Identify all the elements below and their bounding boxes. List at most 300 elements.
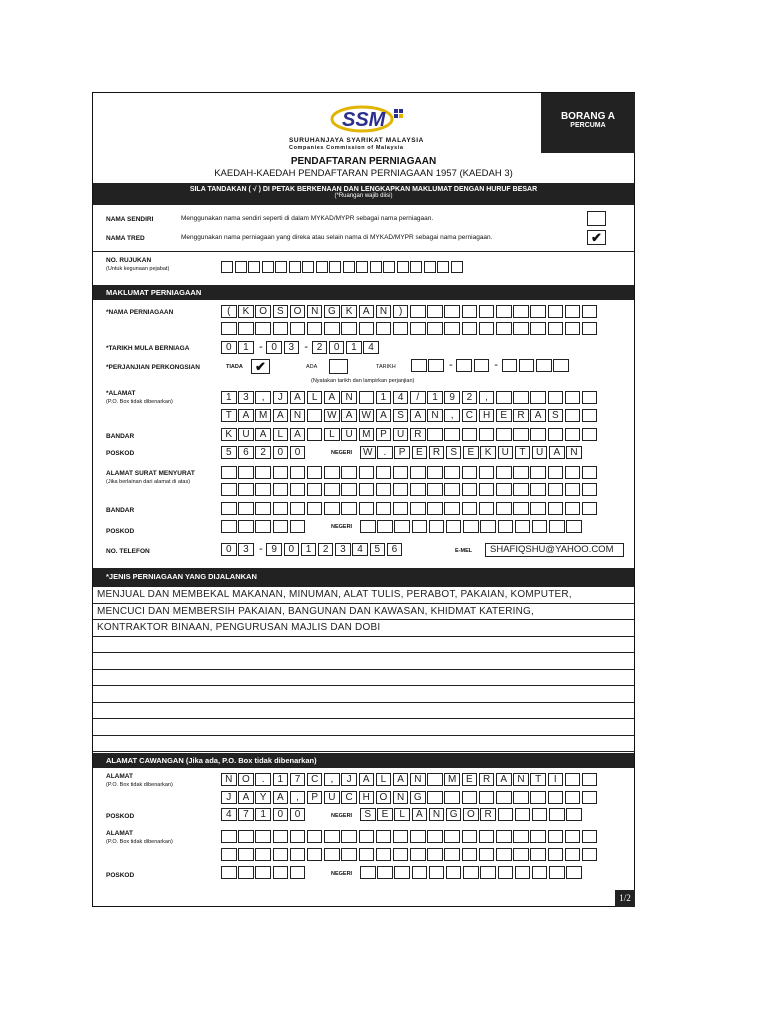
char-box[interactable] — [479, 305, 495, 318]
char-box[interactable] — [324, 466, 340, 479]
char-box[interactable] — [582, 773, 598, 786]
char-box[interactable] — [498, 866, 514, 879]
char-box[interactable] — [410, 322, 426, 335]
char-box[interactable] — [341, 466, 357, 479]
char-box[interactable] — [359, 830, 375, 843]
char-box[interactable] — [248, 261, 260, 273]
char-box[interactable] — [235, 261, 247, 273]
char-box[interactable] — [565, 791, 581, 804]
char-box[interactable] — [565, 773, 581, 786]
char-box[interactable] — [238, 502, 254, 515]
char-box[interactable] — [370, 261, 382, 273]
char-box[interactable]: 5 — [221, 446, 237, 459]
char-box[interactable] — [410, 305, 426, 318]
char-box[interactable]: S — [360, 808, 376, 821]
poskod2-field[interactable] — [221, 520, 307, 533]
negeri-field[interactable] — [360, 446, 583, 459]
char-box[interactable] — [273, 520, 289, 533]
char-box[interactable] — [324, 483, 340, 496]
char-box[interactable] — [513, 466, 529, 479]
char-box[interactable] — [341, 502, 357, 515]
cawangan2-row2[interactable] — [221, 848, 599, 861]
char-box[interactable] — [376, 322, 392, 335]
ada-checkbox[interactable] — [329, 359, 348, 374]
char-box[interactable] — [427, 773, 443, 786]
char-box[interactable] — [221, 502, 237, 515]
char-box[interactable]: A — [496, 773, 512, 786]
char-box[interactable]: A — [290, 391, 306, 404]
char-box[interactable]: 5 — [370, 543, 386, 556]
char-box[interactable] — [513, 305, 529, 318]
char-box[interactable] — [359, 502, 375, 515]
char-box[interactable]: L — [307, 391, 323, 404]
char-box[interactable]: N — [513, 773, 529, 786]
char-box[interactable] — [221, 322, 237, 335]
char-box[interactable] — [548, 391, 564, 404]
char-box[interactable]: 3 — [238, 543, 254, 556]
char-box[interactable] — [221, 466, 237, 479]
char-box[interactable] — [412, 866, 428, 879]
char-box[interactable] — [341, 830, 357, 843]
char-box[interactable]: M — [444, 773, 460, 786]
char-box[interactable] — [548, 848, 564, 861]
char-box[interactable] — [393, 466, 409, 479]
char-box[interactable] — [341, 483, 357, 496]
char-box[interactable] — [565, 409, 581, 422]
char-box[interactable]: 1 — [255, 808, 271, 821]
char-box[interactable]: O — [463, 808, 479, 821]
char-box[interactable]: N — [307, 305, 323, 318]
char-box[interactable] — [427, 428, 443, 441]
char-box[interactable]: N — [221, 773, 237, 786]
char-box[interactable]: T — [221, 409, 237, 422]
char-box[interactable]: 9 — [444, 391, 460, 404]
char-box[interactable] — [273, 866, 289, 879]
char-box[interactable] — [565, 466, 581, 479]
char-box[interactable]: U — [324, 791, 340, 804]
char-box[interactable] — [462, 830, 478, 843]
char-box[interactable] — [376, 502, 392, 515]
char-box[interactable] — [376, 830, 392, 843]
char-box[interactable] — [444, 483, 460, 496]
char-box[interactable] — [359, 466, 375, 479]
char-box[interactable]: N — [427, 409, 443, 422]
char-box[interactable]: , — [444, 409, 460, 422]
char-box[interactable] — [307, 483, 323, 496]
char-box[interactable] — [513, 483, 529, 496]
char-box[interactable]: U — [532, 446, 548, 459]
char-box[interactable] — [496, 502, 512, 515]
char-box[interactable] — [444, 848, 460, 861]
char-box[interactable] — [530, 830, 546, 843]
char-box[interactable]: P — [376, 428, 392, 441]
char-box[interactable]: C — [341, 791, 357, 804]
char-box[interactable] — [463, 520, 479, 533]
char-box[interactable] — [549, 808, 565, 821]
char-box[interactable]: S — [548, 409, 564, 422]
char-box[interactable] — [496, 466, 512, 479]
char-box[interactable]: L — [273, 428, 289, 441]
perjanjian-tarikh-field[interactable] — [411, 359, 571, 372]
char-box[interactable]: 2 — [462, 391, 478, 404]
char-box[interactable] — [513, 830, 529, 843]
char-box[interactable] — [289, 261, 301, 273]
char-box[interactable] — [498, 520, 514, 533]
char-box[interactable] — [221, 261, 233, 273]
emel-field[interactable]: SHAFIQSHU@YAHOO.COM — [485, 543, 624, 557]
char-box[interactable] — [530, 428, 546, 441]
char-box[interactable] — [444, 322, 460, 335]
char-box[interactable]: 0 — [290, 446, 306, 459]
char-box[interactable] — [496, 391, 512, 404]
char-box[interactable]: L — [324, 428, 340, 441]
char-box[interactable]: 9 — [266, 543, 282, 556]
char-box[interactable]: W — [360, 446, 376, 459]
char-box[interactable] — [530, 391, 546, 404]
char-box[interactable]: A — [324, 391, 340, 404]
char-box[interactable] — [307, 502, 323, 515]
jenis-line[interactable] — [93, 636, 634, 654]
char-box[interactable]: H — [479, 409, 495, 422]
char-box[interactable] — [383, 261, 395, 273]
char-box[interactable] — [462, 502, 478, 515]
char-box[interactable]: A — [238, 791, 254, 804]
surat-row1[interactable] — [221, 466, 599, 479]
char-box[interactable]: L — [376, 773, 392, 786]
char-box[interactable]: C — [462, 409, 478, 422]
char-box[interactable] — [582, 391, 598, 404]
char-box[interactable] — [566, 520, 582, 533]
char-box[interactable] — [549, 520, 565, 533]
char-box[interactable] — [582, 791, 598, 804]
char-box[interactable] — [429, 520, 445, 533]
char-box[interactable] — [221, 830, 237, 843]
tarikh-mula-field[interactable] — [221, 341, 381, 354]
char-box[interactable]: C — [307, 773, 323, 786]
char-box[interactable]: E — [463, 446, 479, 459]
char-box[interactable] — [479, 466, 495, 479]
char-box[interactable] — [255, 520, 271, 533]
char-box[interactable]: A — [341, 409, 357, 422]
char-box[interactable] — [519, 359, 535, 372]
char-box[interactable]: N — [376, 305, 392, 318]
char-box[interactable]: K — [221, 428, 237, 441]
jenis-line[interactable] — [93, 702, 634, 720]
char-box[interactable] — [427, 483, 443, 496]
char-box[interactable] — [565, 502, 581, 515]
char-box[interactable] — [530, 305, 546, 318]
char-box[interactable] — [273, 322, 289, 335]
char-box[interactable] — [565, 305, 581, 318]
char-box[interactable] — [474, 359, 490, 372]
char-box[interactable] — [513, 848, 529, 861]
char-box[interactable]: G — [446, 808, 462, 821]
char-box[interactable] — [255, 483, 271, 496]
char-box[interactable]: M — [255, 409, 271, 422]
char-box[interactable]: A — [238, 409, 254, 422]
char-box[interactable] — [359, 848, 375, 861]
bandar2-field[interactable] — [221, 502, 599, 515]
char-box[interactable] — [324, 322, 340, 335]
char-box[interactable] — [290, 520, 306, 533]
char-box[interactable]: M — [359, 428, 375, 441]
char-box[interactable]: 1 — [376, 391, 392, 404]
char-box[interactable] — [582, 830, 598, 843]
char-box[interactable] — [393, 483, 409, 496]
char-box[interactable]: P — [307, 791, 323, 804]
char-box[interactable]: J — [273, 391, 289, 404]
jenis-line[interactable] — [93, 685, 634, 703]
char-box[interactable] — [394, 866, 410, 879]
char-box[interactable] — [548, 830, 564, 843]
char-box[interactable] — [496, 428, 512, 441]
char-box[interactable] — [444, 466, 460, 479]
jenis-line[interactable] — [93, 619, 634, 637]
char-box[interactable] — [502, 359, 518, 372]
char-box[interactable] — [255, 830, 271, 843]
char-box[interactable] — [238, 466, 254, 479]
char-box[interactable]: 0 — [290, 808, 306, 821]
char-box[interactable]: W — [324, 409, 340, 422]
char-box[interactable] — [343, 261, 355, 273]
char-box[interactable] — [444, 305, 460, 318]
char-box[interactable] — [307, 466, 323, 479]
char-box[interactable]: 3 — [335, 543, 351, 556]
char-box[interactable]: . — [377, 446, 393, 459]
char-box[interactable]: 1 — [301, 543, 317, 556]
char-box[interactable]: , — [479, 391, 495, 404]
char-box[interactable]: A — [273, 409, 289, 422]
char-box[interactable] — [553, 359, 569, 372]
char-box[interactable] — [532, 520, 548, 533]
char-box[interactable] — [462, 791, 478, 804]
char-box[interactable] — [410, 483, 426, 496]
char-box[interactable]: , — [290, 791, 306, 804]
char-box[interactable] — [428, 359, 444, 372]
char-box[interactable] — [548, 466, 564, 479]
char-box[interactable] — [324, 830, 340, 843]
char-box[interactable] — [456, 359, 472, 372]
char-box[interactable]: P — [394, 446, 410, 459]
char-box[interactable] — [565, 830, 581, 843]
jenis-line[interactable] — [93, 586, 634, 604]
char-box[interactable]: ) — [393, 305, 409, 318]
char-box[interactable]: 1 — [238, 341, 254, 354]
char-box[interactable] — [429, 866, 445, 879]
char-box[interactable] — [238, 520, 254, 533]
char-box[interactable]: K — [238, 305, 254, 318]
char-box[interactable] — [513, 428, 529, 441]
char-box[interactable] — [324, 502, 340, 515]
char-box[interactable] — [480, 520, 496, 533]
char-box[interactable] — [496, 483, 512, 496]
char-box[interactable]: 7 — [290, 773, 306, 786]
char-box[interactable]: A — [290, 428, 306, 441]
char-box[interactable] — [377, 520, 393, 533]
char-box[interactable] — [359, 322, 375, 335]
jenis-line[interactable] — [93, 669, 634, 687]
char-box[interactable]: 2 — [255, 446, 271, 459]
char-box[interactable] — [397, 261, 409, 273]
char-box[interactable]: W — [359, 409, 375, 422]
char-box[interactable] — [548, 305, 564, 318]
char-box[interactable] — [427, 848, 443, 861]
char-box[interactable] — [255, 502, 271, 515]
char-box[interactable] — [411, 359, 427, 372]
char-box[interactable] — [275, 261, 287, 273]
char-box[interactable] — [566, 808, 582, 821]
char-box[interactable]: / — [410, 391, 426, 404]
char-box[interactable] — [376, 848, 392, 861]
char-box[interactable]: R — [410, 428, 426, 441]
char-box[interactable] — [290, 483, 306, 496]
char-box[interactable]: O — [255, 305, 271, 318]
char-box[interactable] — [462, 483, 478, 496]
char-box[interactable]: J — [221, 791, 237, 804]
char-box[interactable]: 1 — [273, 773, 289, 786]
poskod-field[interactable] — [221, 446, 307, 459]
char-box[interactable] — [446, 866, 462, 879]
char-box[interactable]: U — [341, 428, 357, 441]
char-box[interactable]: T — [530, 773, 546, 786]
char-box[interactable] — [376, 483, 392, 496]
char-box[interactable] — [496, 848, 512, 861]
jenis-line[interactable] — [93, 718, 634, 736]
tiada-checkbox[interactable]: ✔ — [251, 359, 270, 374]
char-box[interactable] — [376, 466, 392, 479]
char-box[interactable]: 0 — [329, 341, 345, 354]
char-box[interactable] — [462, 466, 478, 479]
char-box[interactable] — [530, 322, 546, 335]
char-box[interactable]: N — [429, 808, 445, 821]
char-box[interactable] — [360, 520, 376, 533]
char-box[interactable] — [513, 322, 529, 335]
char-box[interactable] — [359, 483, 375, 496]
char-box[interactable]: N — [566, 446, 582, 459]
char-box[interactable] — [410, 502, 426, 515]
char-box[interactable] — [498, 808, 514, 821]
char-box[interactable] — [262, 261, 274, 273]
char-box[interactable] — [479, 428, 495, 441]
char-box[interactable] — [565, 483, 581, 496]
char-box[interactable] — [427, 791, 443, 804]
char-box[interactable]: 1 — [427, 391, 443, 404]
char-box[interactable] — [462, 322, 478, 335]
char-box[interactable] — [515, 866, 531, 879]
char-box[interactable] — [393, 322, 409, 335]
char-box[interactable] — [548, 791, 564, 804]
char-box[interactable] — [566, 866, 582, 879]
char-box[interactable] — [290, 830, 306, 843]
char-box[interactable] — [496, 305, 512, 318]
alamat-row1[interactable] — [221, 391, 599, 404]
char-box[interactable] — [548, 483, 564, 496]
char-box[interactable] — [290, 866, 306, 879]
char-box[interactable] — [548, 428, 564, 441]
bandar-field[interactable] — [221, 428, 599, 441]
char-box[interactable] — [324, 848, 340, 861]
char-box[interactable]: G — [324, 305, 340, 318]
char-box[interactable]: . — [255, 773, 271, 786]
char-box[interactable]: Y — [255, 791, 271, 804]
char-box[interactable] — [515, 520, 531, 533]
char-box[interactable] — [427, 305, 443, 318]
char-box[interactable]: 0 — [273, 808, 289, 821]
cawangan-negeri-field[interactable] — [360, 808, 583, 821]
char-box[interactable]: E — [412, 446, 428, 459]
char-box[interactable]: ( — [221, 305, 237, 318]
char-box[interactable] — [427, 322, 443, 335]
char-box[interactable] — [273, 466, 289, 479]
char-box[interactable] — [462, 428, 478, 441]
char-box[interactable] — [532, 808, 548, 821]
char-box[interactable] — [463, 866, 479, 879]
char-box[interactable] — [444, 428, 460, 441]
char-box[interactable]: U — [238, 428, 254, 441]
char-box[interactable]: 0 — [266, 341, 282, 354]
cawangan-row2[interactable] — [221, 791, 599, 804]
char-box[interactable]: 0 — [284, 543, 300, 556]
char-box[interactable] — [290, 466, 306, 479]
char-box[interactable] — [412, 520, 428, 533]
char-box[interactable] — [536, 359, 552, 372]
char-box[interactable]: A — [376, 409, 392, 422]
char-box[interactable] — [427, 502, 443, 515]
char-box[interactable]: T — [515, 446, 531, 459]
char-box[interactable] — [582, 483, 598, 496]
char-box[interactable] — [238, 322, 254, 335]
cawangan-row1[interactable] — [221, 773, 599, 786]
char-box[interactable]: O — [238, 773, 254, 786]
char-box[interactable] — [341, 848, 357, 861]
char-box[interactable]: 3 — [284, 341, 300, 354]
jenis-line[interactable] — [93, 603, 634, 621]
char-box[interactable] — [410, 830, 426, 843]
char-box[interactable] — [548, 322, 564, 335]
char-box[interactable]: K — [480, 446, 496, 459]
char-box[interactable]: , — [324, 773, 340, 786]
char-box[interactable] — [582, 305, 598, 318]
char-box[interactable] — [290, 848, 306, 861]
char-box[interactable] — [513, 502, 529, 515]
char-box[interactable]: 3 — [238, 391, 254, 404]
char-box[interactable]: 2 — [318, 543, 334, 556]
char-box[interactable]: K — [341, 305, 357, 318]
char-box[interactable] — [410, 466, 426, 479]
char-box[interactable] — [444, 830, 460, 843]
char-box[interactable]: O — [290, 305, 306, 318]
char-box[interactable]: A — [359, 773, 375, 786]
negeri2-field[interactable] — [360, 520, 583, 533]
char-box[interactable]: R — [479, 773, 495, 786]
char-box[interactable] — [221, 520, 237, 533]
char-box[interactable] — [410, 261, 422, 273]
cawangan-negeri2-field[interactable] — [360, 866, 583, 879]
char-box[interactable] — [513, 791, 529, 804]
char-box[interactable]: R — [480, 808, 496, 821]
jenis-lines[interactable] — [93, 586, 634, 746]
char-box[interactable] — [393, 848, 409, 861]
char-box[interactable] — [221, 866, 237, 879]
char-box[interactable] — [565, 428, 581, 441]
char-box[interactable] — [582, 466, 598, 479]
char-box[interactable] — [238, 848, 254, 861]
char-box[interactable]: , — [255, 391, 271, 404]
char-box[interactable]: 4 — [221, 808, 237, 821]
char-box[interactable] — [582, 428, 598, 441]
char-box[interactable]: U — [498, 446, 514, 459]
surat-row2[interactable] — [221, 483, 599, 496]
